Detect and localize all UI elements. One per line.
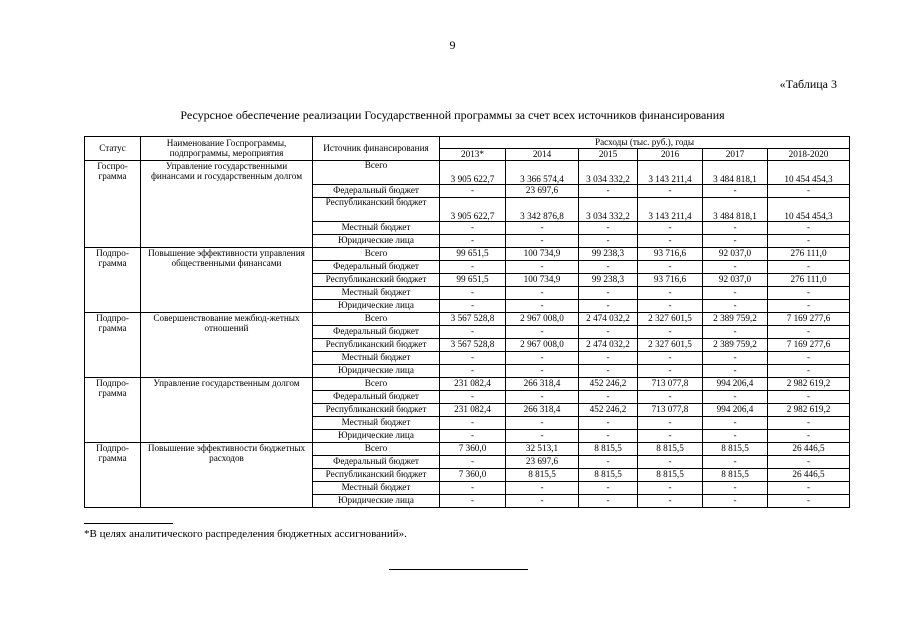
value-cell: 3 143 211,4 — [638, 198, 703, 222]
value-cell: 92 037,0 — [703, 248, 768, 261]
value-cell: - — [703, 287, 768, 300]
value-cell: - — [440, 456, 506, 469]
value-cell: - — [440, 430, 506, 443]
value-cell: - — [638, 326, 703, 339]
value-cell: - — [638, 482, 703, 495]
value-cell: - — [440, 365, 506, 378]
value-cell: - — [440, 417, 506, 430]
value-cell: - — [440, 235, 506, 248]
header-name: Наименование Госпрограммы, подпрограммы, мероприятия — [141, 137, 313, 161]
value-cell: - — [440, 391, 506, 404]
value-cell: 23 697,6 — [506, 185, 579, 198]
value-cell: - — [638, 495, 703, 508]
status-cell: Подпро-грамма — [85, 313, 141, 378]
program-name-cell: Совершенствование межбюд-жетных отношений — [141, 313, 313, 378]
value-cell: 3 342 876,8 — [506, 198, 579, 222]
source-cell: Федеральный бюджет — [313, 326, 440, 339]
value-cell: - — [579, 456, 638, 469]
value-cell: - — [579, 287, 638, 300]
table-reference: «Таблица 3 — [779, 77, 837, 91]
source-cell: Местный бюджет — [313, 287, 440, 300]
value-cell: 2 982 619,2 — [768, 378, 850, 391]
source-cell: Всего — [313, 313, 440, 326]
value-cell: - — [579, 185, 638, 198]
value-cell: 266 318,4 — [506, 404, 579, 417]
source-cell: Республиканский бюджет — [313, 198, 440, 222]
value-cell: - — [440, 352, 506, 365]
value-cell: - — [768, 417, 850, 430]
value-cell: 2 967 008,0 — [506, 313, 579, 326]
value-cell: - — [703, 352, 768, 365]
value-cell: - — [506, 391, 579, 404]
value-cell: - — [440, 326, 506, 339]
value-cell: - — [579, 235, 638, 248]
program-name-cell: Повышение эффективности бюджетных расходов — [141, 443, 313, 508]
value-cell: 276 111,0 — [768, 248, 850, 261]
value-cell: - — [768, 185, 850, 198]
header-source: Источник финансирования — [313, 137, 440, 161]
table-header — [85, 137, 850, 161]
value-cell: 994 206,4 — [703, 404, 768, 417]
value-cell: - — [440, 222, 506, 235]
value-cell: 452 246,2 — [579, 404, 638, 417]
value-cell: 2 389 759,2 — [703, 313, 768, 326]
value-cell: - — [506, 417, 579, 430]
value-cell: - — [638, 365, 703, 378]
value-cell: - — [768, 235, 850, 248]
source-cell: Республиканский бюджет — [313, 404, 440, 417]
value-cell: 8 815,5 — [703, 443, 768, 456]
source-cell: Юридические лица — [313, 235, 440, 248]
value-cell: 7 169 277,6 — [768, 339, 850, 352]
table-row — [85, 378, 850, 391]
status-cell: Подпро-грамма — [85, 378, 141, 443]
value-cell: 8 815,5 — [703, 469, 768, 482]
value-cell: 100 734,9 — [506, 248, 579, 261]
value-cell: - — [506, 300, 579, 313]
value-cell: 276 111,0 — [768, 274, 850, 287]
value-cell: 3 034 332,2 — [579, 198, 638, 222]
value-cell: 99 238,3 — [579, 274, 638, 287]
header-year: 2016 — [638, 149, 703, 161]
value-cell: 2 474 032,2 — [579, 313, 638, 326]
value-cell: - — [506, 287, 579, 300]
source-cell: Местный бюджет — [313, 222, 440, 235]
value-cell: 3 905 622,7 — [440, 198, 506, 222]
header-year: 2018-2020 — [768, 149, 850, 161]
value-cell: - — [768, 482, 850, 495]
value-cell: - — [579, 482, 638, 495]
source-cell: Федеральный бюджет — [313, 391, 440, 404]
value-cell: - — [638, 352, 703, 365]
value-cell: - — [579, 326, 638, 339]
value-cell: - — [638, 287, 703, 300]
end-divider — [389, 569, 528, 570]
value-cell: - — [638, 456, 703, 469]
value-cell: - — [768, 430, 850, 443]
value-cell: - — [703, 261, 768, 274]
value-cell: - — [506, 326, 579, 339]
value-cell: - — [506, 352, 579, 365]
value-cell: - — [703, 185, 768, 198]
value-cell: - — [638, 235, 703, 248]
value-cell: 99 651,5 — [440, 248, 506, 261]
table-row — [85, 161, 850, 185]
value-cell: - — [638, 300, 703, 313]
value-cell: 3 143 211,4 — [638, 161, 703, 185]
value-cell: 231 082,4 — [440, 404, 506, 417]
value-cell: - — [579, 222, 638, 235]
value-cell: 7 360,0 — [440, 443, 506, 456]
status-cell: Подпро-грамма — [85, 248, 141, 313]
value-cell: - — [579, 300, 638, 313]
value-cell: - — [506, 365, 579, 378]
value-cell: - — [506, 430, 579, 443]
value-cell: 8 815,5 — [506, 469, 579, 482]
source-cell: Федеральный бюджет — [313, 261, 440, 274]
source-cell: Всего — [313, 248, 440, 261]
value-cell: - — [506, 482, 579, 495]
value-cell: - — [768, 391, 850, 404]
value-cell: 26 446,5 — [768, 443, 850, 456]
status-cell: Подпро-грамма — [85, 443, 141, 508]
value-cell: 26 446,5 — [768, 469, 850, 482]
source-cell: Республиканский бюджет — [313, 339, 440, 352]
value-cell: - — [579, 430, 638, 443]
value-cell: - — [703, 417, 768, 430]
value-cell: - — [768, 495, 850, 508]
value-cell: 10 454 454,3 — [768, 161, 850, 185]
value-cell: - — [440, 185, 506, 198]
value-cell: - — [703, 326, 768, 339]
source-cell: Юридические лица — [313, 495, 440, 508]
value-cell: 3 567 528,8 — [440, 313, 506, 326]
value-cell: - — [638, 417, 703, 430]
resource-table — [84, 136, 850, 508]
value-cell: - — [703, 430, 768, 443]
value-cell: 7 360,0 — [440, 469, 506, 482]
header-year: 2014 — [506, 149, 579, 161]
value-cell: - — [703, 222, 768, 235]
value-cell: 2 327 601,5 — [638, 313, 703, 326]
value-cell: 2 389 759,2 — [703, 339, 768, 352]
value-cell: - — [768, 287, 850, 300]
value-cell: - — [638, 185, 703, 198]
value-cell: - — [579, 391, 638, 404]
program-name-cell: Управление государственными финансами и государственным долгом — [141, 161, 313, 248]
value-cell: - — [768, 365, 850, 378]
value-cell: - — [506, 222, 579, 235]
value-cell: 93 716,6 — [638, 248, 703, 261]
value-cell: - — [579, 365, 638, 378]
source-cell: Федеральный бюджет — [313, 185, 440, 198]
value-cell: - — [579, 352, 638, 365]
value-cell: 99 238,3 — [579, 248, 638, 261]
value-cell: - — [638, 261, 703, 274]
page-number: 9 — [449, 38, 456, 52]
value-cell: 2 982 619,2 — [768, 404, 850, 417]
value-cell: - — [768, 261, 850, 274]
source-cell: Республиканский бюджет — [313, 469, 440, 482]
value-cell: - — [768, 352, 850, 365]
source-cell: Местный бюджет — [313, 417, 440, 430]
value-cell: 452 246,2 — [579, 378, 638, 391]
value-cell: - — [506, 261, 579, 274]
footnote: *В целях аналитического распределения бюджетных ассигнований». — [84, 528, 407, 540]
value-cell: 3 366 574,4 — [506, 161, 579, 185]
value-cell: 10 454 454,3 — [768, 198, 850, 222]
program-name-cell: Повышение эффективности управления общественными финансами — [141, 248, 313, 313]
value-cell: 8 815,5 — [638, 443, 703, 456]
value-cell: 3 484 818,1 — [703, 161, 768, 185]
header-expenses: Расходы (тыс. руб.), годы — [440, 137, 850, 149]
value-cell: 8 815,5 — [638, 469, 703, 482]
value-cell: 3 034 332,2 — [579, 161, 638, 185]
value-cell: - — [703, 482, 768, 495]
value-cell: 231 082,4 — [440, 378, 506, 391]
source-cell: Всего — [313, 443, 440, 456]
value-cell: - — [768, 300, 850, 313]
source-cell: Всего — [313, 161, 440, 185]
value-cell: - — [638, 391, 703, 404]
status-cell: Госпро-грамма — [85, 161, 141, 248]
value-cell: - — [703, 495, 768, 508]
source-cell: Местный бюджет — [313, 352, 440, 365]
value-cell: - — [506, 495, 579, 508]
source-cell: Республиканский бюджет — [313, 274, 440, 287]
table-row — [85, 313, 850, 326]
source-cell: Юридические лица — [313, 300, 440, 313]
value-cell: 713 077,8 — [638, 404, 703, 417]
footnote-divider — [84, 523, 173, 524]
value-cell: - — [703, 365, 768, 378]
value-cell: - — [440, 482, 506, 495]
program-name-cell: Управление государственным долгом — [141, 378, 313, 443]
value-cell: 2 327 601,5 — [638, 339, 703, 352]
source-cell: Местный бюджет — [313, 482, 440, 495]
value-cell: 99 651,5 — [440, 274, 506, 287]
value-cell: 32 513,1 — [506, 443, 579, 456]
header-status: Статус — [85, 137, 141, 161]
value-cell: 8 815,5 — [579, 469, 638, 482]
value-cell: 7 169 277,6 — [768, 313, 850, 326]
value-cell: - — [579, 417, 638, 430]
source-cell: Юридические лица — [313, 365, 440, 378]
value-cell: - — [703, 456, 768, 469]
header-year: 2015 — [579, 149, 638, 161]
value-cell: - — [638, 222, 703, 235]
source-cell: Всего — [313, 378, 440, 391]
value-cell: 23 697,6 — [506, 456, 579, 469]
table-title: Ресурсное обеспечение реализации Государственной программы за счет всех источников финансирования — [180, 108, 725, 122]
value-cell: 2 967 008,0 — [506, 339, 579, 352]
value-cell: 3 484 818,1 — [703, 198, 768, 222]
value-cell: - — [638, 430, 703, 443]
value-cell: 8 815,5 — [579, 443, 638, 456]
value-cell: 713 077,8 — [638, 378, 703, 391]
value-cell: 266 318,4 — [506, 378, 579, 391]
value-cell: - — [440, 287, 506, 300]
value-cell: 2 474 032,2 — [579, 339, 638, 352]
value-cell: - — [768, 222, 850, 235]
value-cell: - — [579, 495, 638, 508]
value-cell: 92 037,0 — [703, 274, 768, 287]
header-year: 2017 — [703, 149, 768, 161]
value-cell: - — [579, 261, 638, 274]
value-cell: 93 716,6 — [638, 274, 703, 287]
value-cell: - — [440, 495, 506, 508]
header-year: 2013* — [440, 149, 506, 161]
source-cell: Федеральный бюджет — [313, 456, 440, 469]
source-cell: Юридические лица — [313, 430, 440, 443]
table-row — [85, 443, 850, 456]
value-cell: - — [440, 261, 506, 274]
value-cell: 3 567 528,8 — [440, 339, 506, 352]
value-cell: 100 734,9 — [506, 274, 579, 287]
value-cell: - — [703, 300, 768, 313]
value-cell: - — [703, 235, 768, 248]
table-body — [85, 161, 850, 508]
table-row — [85, 248, 850, 261]
value-cell: 3 905 622,7 — [440, 161, 506, 185]
value-cell: 994 206,4 — [703, 378, 768, 391]
value-cell: - — [768, 456, 850, 469]
value-cell: - — [506, 235, 579, 248]
value-cell: - — [440, 300, 506, 313]
value-cell: - — [703, 391, 768, 404]
value-cell: - — [768, 326, 850, 339]
